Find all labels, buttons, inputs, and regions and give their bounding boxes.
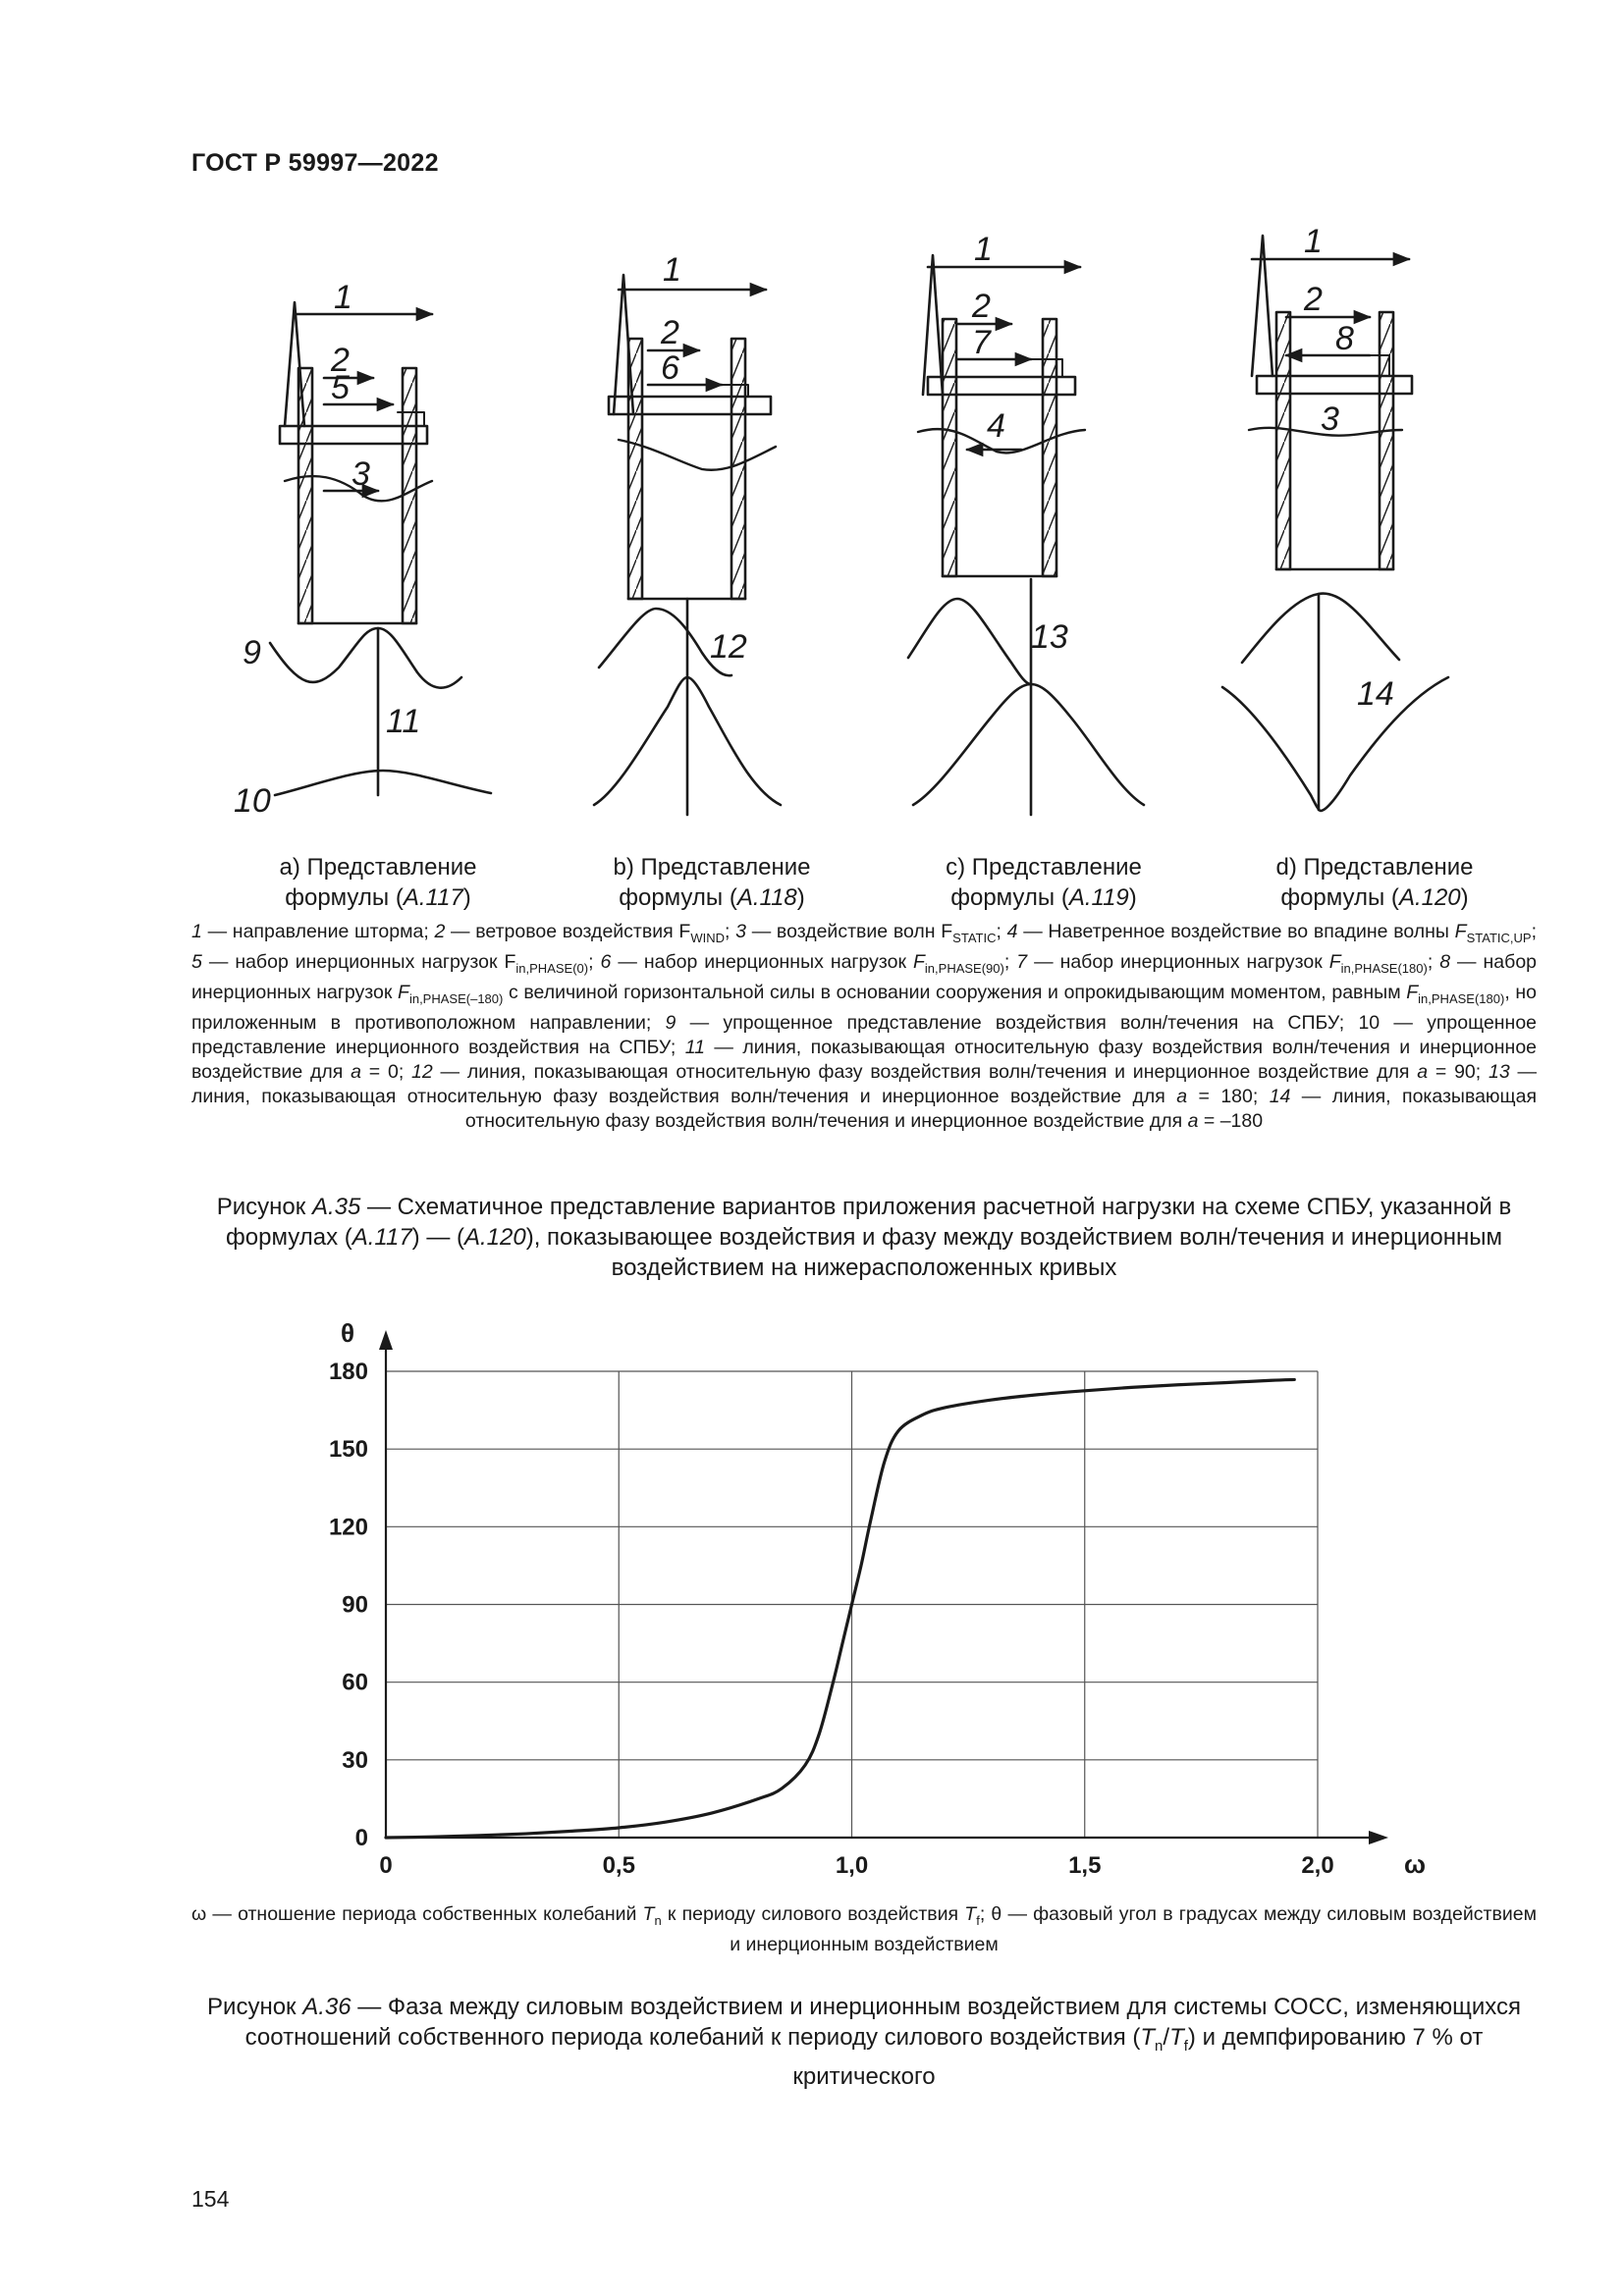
y-axis-arrow <box>379 1330 393 1350</box>
callout-a-3: 3 <box>352 455 370 493</box>
figure-a35-title: Рисунок A.35 — Схематичное представление вариантов приложения расчетной нагрузки на схеме СПБУ, указанной в формулах (A.117) — (A.120), показывающее воздействия и фазу между воздействием волн/течения и инерционным воздействием на нижерасположенных кривых <box>216 1194 1512 1281</box>
x-tick-label: 1,5 <box>1068 1852 1102 1879</box>
panel-b-rig <box>609 275 776 599</box>
callout-a-9: 9 <box>243 634 261 671</box>
x-axis-arrow <box>1369 1831 1388 1844</box>
callout-b-6: 6 <box>661 349 679 387</box>
panel-b-caption: b) Представление формулы (A.118) <box>613 854 811 911</box>
x-axis-label: ω <box>1404 1849 1426 1879</box>
callout-d-1: 1 <box>1304 223 1323 260</box>
chart-axes <box>379 1330 1388 1844</box>
y-tick-label: 150 <box>328 1436 368 1464</box>
panel-a-caption: a) Представление формулы (A.117) <box>279 854 477 911</box>
y-tick-label: 30 <box>342 1746 368 1774</box>
callout-b-1: 1 <box>663 251 681 289</box>
figure-a35-diagram <box>0 0 1624 854</box>
panel-d-caption: d) Представление формулы (A.120) <box>1275 854 1474 911</box>
callout-c-13: 13 <box>1031 618 1068 656</box>
panel-c-caption: c) Представление формулы (A.119) <box>946 854 1142 911</box>
panel-d-curves <box>1222 594 1448 811</box>
y-tick-label: 180 <box>328 1359 368 1385</box>
y-tick-label: 120 <box>328 1514 368 1541</box>
y-tick-label: 90 <box>342 1591 368 1619</box>
panel-a-curves <box>270 628 491 795</box>
y-tick-label: 60 <box>342 1669 368 1696</box>
callout-b-12: 12 <box>710 628 747 666</box>
callout-d-14: 14 <box>1357 675 1394 713</box>
callout-a-11: 11 <box>386 703 421 740</box>
figure-a36-title: Рисунок A.36 — Фаза между силовым воздействием и инерционным воздействием для системы СОСС, изменяющихся соотношений собственного периода колебаний к периоду силового воздействия $(T_n/T_f)$ и демпфированию 7 % от критического <box>207 1994 1521 2090</box>
callout-d-2: 2 <box>1304 281 1323 318</box>
phase-curve <box>386 1379 1294 1838</box>
document-header: ГОСТ Р 59997—2022 <box>191 149 439 177</box>
panel-b-curves <box>594 599 781 815</box>
y-tick-label: 0 <box>354 1825 368 1851</box>
callout-c-7: 7 <box>972 324 991 361</box>
chart-series <box>386 1379 1294 1838</box>
x-tick-label: 0,5 <box>602 1852 635 1879</box>
x-tick-label: 2,0 <box>1301 1852 1334 1879</box>
callout-d-8: 8 <box>1335 320 1354 357</box>
x-tick-label: 1,0 <box>835 1852 869 1879</box>
callout-a-10: 10 <box>234 782 271 820</box>
callout-b-2: 2 <box>661 314 679 351</box>
callout-a-5: 5 <box>331 369 350 406</box>
figure-a36-legend: ω — отношение периода собственных колебаний $T_n$ к периоду силового воздействия $T_f$; θ — фазовый угол в градусах между силовым воздействием и инерционным воздействием <box>191 1903 1537 1955</box>
panel-c-curves <box>908 579 1144 815</box>
callout-c-4: 4 <box>987 407 1005 445</box>
callout-c-2: 2 <box>972 288 991 325</box>
figure-a36-chart <box>0 1296 1624 1885</box>
chart-tick-labels <box>329 1359 1334 1879</box>
page-number: 154 <box>191 2186 230 2212</box>
y-axis-label: θ <box>341 1318 355 1348</box>
callout-a-2: 2 <box>331 342 350 379</box>
callout-a-1: 1 <box>334 279 352 316</box>
x-tick-label: 0 <box>379 1852 393 1879</box>
callout-d-3: 3 <box>1321 400 1339 438</box>
figure-a35-legend: 1 — направление шторма; 2 — ветровое воздействия $F_{WIND}$; 3 — воздействие волн $F_{STATIC}$; 4 — Наветренное воздействие во впадине волны $F_{STATIC,UP}$; 5 — набор инерционных нагрузок $F_{in,PHASE(0)}$; 6 — набор инерционных нагрузок $F_{in,PHASE(90)}$; 7 — набор инерционных нагрузок $F_{in,PHASE(180)}$; 8 — набор инерционных нагрузок $F_{in,PHASE(-180)}$ с величиной горизонтальной силы в основании сооружения и опрокидывающим моментом, равным $F_{in,PHASE(180)}$, но приложенным в противоположном направлении; 9 — упрощенное представление воздействия волн/течения на СПБУ; 10 — упрощенное представление инерционного воздействия на СПБУ; 11 — линия, показывающая относительную фазу воздействия волн/течения и инерционное воздействие для a = 0; 12 — линия, показывающая относительную фазу воздействия волн/течения и инерционное воздействие для a = 90; 13 — линия, показывающая относительную фазу воздействия волн/течения и инерционное воздействие для a = 180; 14 — линия, показывающая относительную фазу воздействия волн/течения и инерционное воздействие для a = –180 <box>191 921 1538 1132</box>
callout-c-1: 1 <box>974 231 993 268</box>
